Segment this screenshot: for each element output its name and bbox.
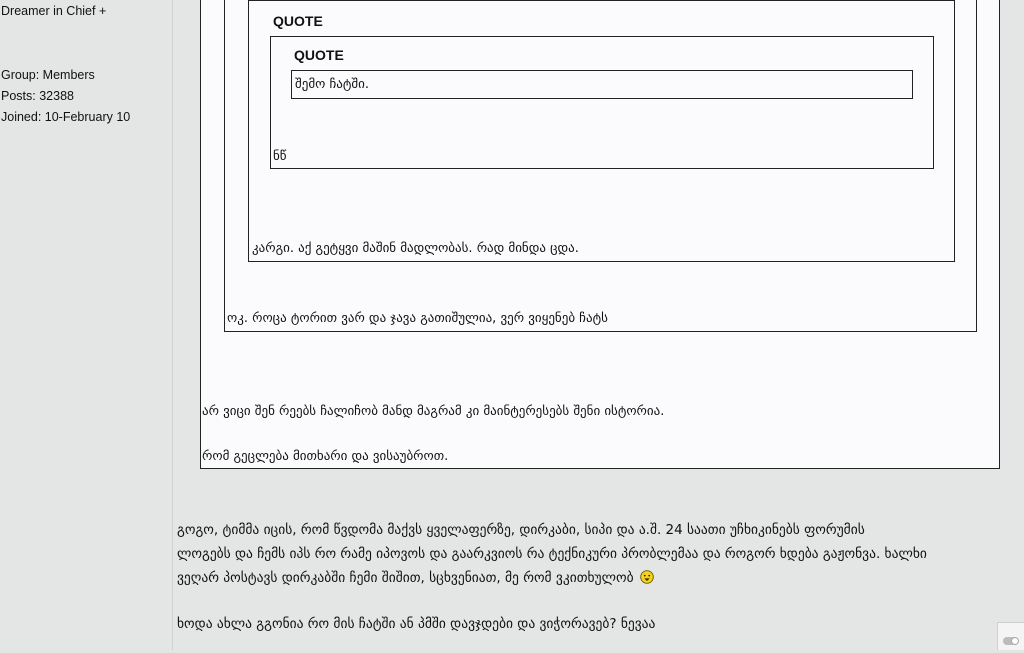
quote-level3-reply: ნწ <box>273 149 287 164</box>
post-para1-line3-wrap <box>177 566 1017 590</box>
quote-outer-line2: რომ გეცლება მითხარი და ვისაუბროთ. <box>202 449 449 464</box>
paragraph-gap <box>177 590 1017 612</box>
quote-innermost-text: შემო ჩატში. <box>295 77 369 92</box>
quote-block-level2 <box>248 0 955 262</box>
toggle-icon <box>998 623 1024 649</box>
post-para1-line3: ვეღარ პოსტავს დირკაბში ჩემი შიშით, სცხვენიათ, მე რომ ვკითხულობ <box>177 570 634 586</box>
quote-level2-reply: კარგი. აქ გეტყვი მაშინ მადლობას. რად მინდა ცდა. <box>252 241 579 256</box>
post-body <box>172 0 1024 650</box>
quote-label: QUOTE <box>273 13 323 29</box>
quote-block-level3 <box>270 36 934 169</box>
quote-label: QUOTE <box>294 47 344 63</box>
quote-block-innermost <box>291 70 913 99</box>
post-para1-line1: გოგო, ტიმმა იცის, რომ წვდომა მაქვს ყველაფერზე, დირკაბი, სიპი და ა.შ. 24 საათი უჩხიკინებს ფორუმის <box>177 522 865 538</box>
smiley-icon <box>640 570 654 584</box>
quote-outer-line1: არ ვიცი შენ რეებს ჩალიჩობ მანდ მაგრამ კი მაინტერესებს შენი ისტორია. <box>202 404 665 419</box>
quote-block-outer <box>200 0 1000 469</box>
user-info-sidebar <box>0 0 172 650</box>
user-joined-date: Joined: 10-February 10 <box>1 110 131 124</box>
post-text <box>177 518 1017 636</box>
user-title: Dreamer in Chief + <box>1 4 107 18</box>
post-para2: ხოდა ახლა გგონია რო მის ჩატში ან პმში დავჯდები და ვიჭორავებ? ნევაა <box>177 616 656 632</box>
quote-block-level1 <box>224 0 977 332</box>
user-group: Group: Members <box>1 68 95 82</box>
user-posts-count: Posts: 32388 <box>1 89 74 103</box>
toggle-switch-button[interactable] <box>997 622 1024 650</box>
quote-level1-reply: ოკ. როცა ტორით ვარ და ჯავა გათიშულია, ვერ ვიყენებ ჩატს <box>227 311 608 326</box>
post-para1-line2: ლოგებს და ჩემს იპს რო რამე იპოვოს და გაარკვიოს რა ტექნიკური პრობლემაა და როგორ ხდება გაჟონვა. ხალხი <box>177 546 927 562</box>
